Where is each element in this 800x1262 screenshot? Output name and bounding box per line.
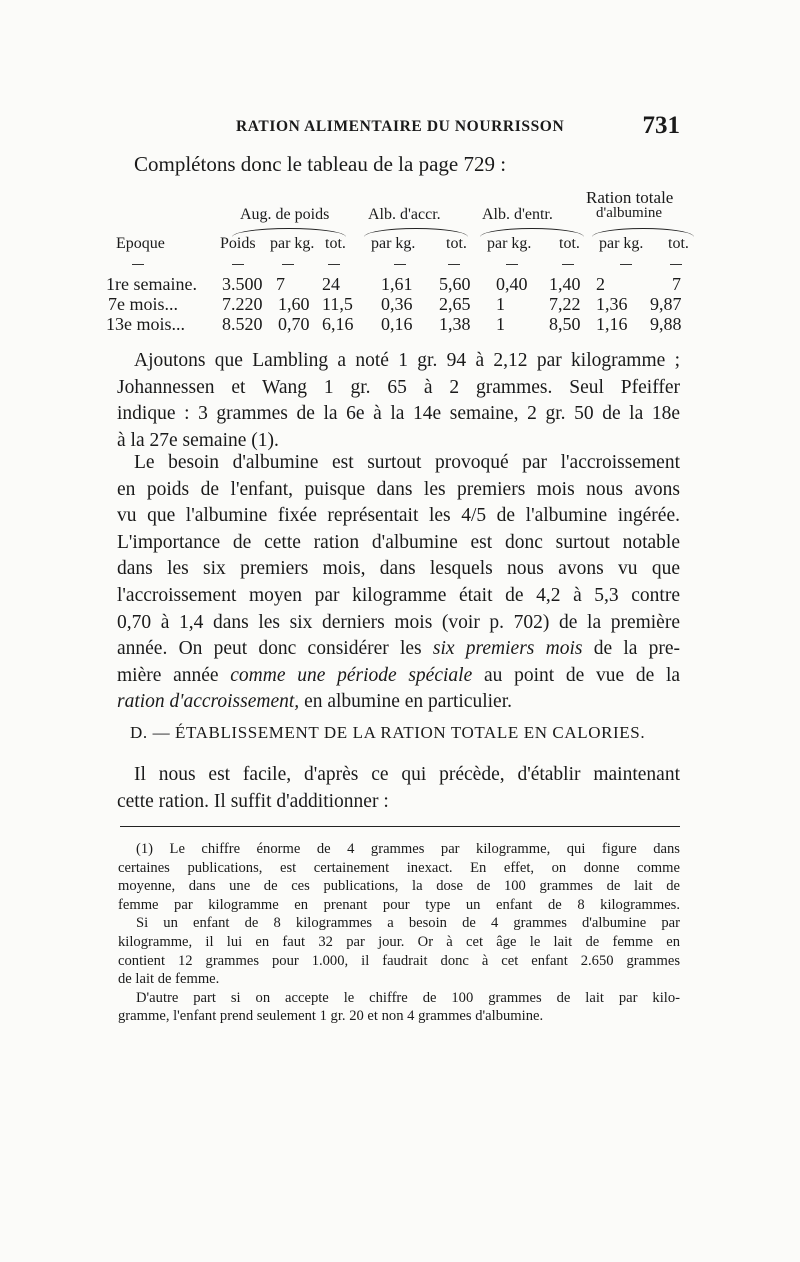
- header-dash: [620, 264, 632, 265]
- table-cell: 1: [496, 294, 505, 314]
- table-cell-epoque: 7e mois...: [108, 294, 178, 314]
- header-dash: [448, 264, 460, 265]
- col-par-kg-2: par kg.: [371, 235, 416, 252]
- header-dash: [394, 264, 406, 265]
- footnote-1: [118, 840, 680, 914]
- col-par-kg-1: par kg.: [270, 235, 315, 252]
- text-line: vu que l'albumine fixée représentait les 4/5 de l'albumine ingérée.: [117, 505, 680, 527]
- footnote-line: (1) Le chiffre énorme de 4 grammes par kilogramme, qui figure dans: [136, 841, 680, 857]
- text-line: [117, 636, 680, 663]
- col-tot-1: tot.: [325, 235, 346, 252]
- header-dash: [506, 264, 518, 265]
- albumin-table: [106, 188, 700, 338]
- table-cell: 0,70: [278, 314, 310, 334]
- table-cell: 7.220: [222, 294, 263, 314]
- table-cell: 6,16: [322, 314, 354, 334]
- header-dash: [670, 264, 682, 265]
- text-line: 0,70 à 1,4 dans les six derniers mois (voir p. 702) de la première: [117, 611, 680, 633]
- text-line: cette ration. Il suffit d'additionner :: [117, 790, 389, 812]
- header-dash: [282, 264, 294, 265]
- col-tot-4: tot.: [668, 235, 689, 252]
- paragraph-ration-totale: [117, 762, 680, 815]
- header-dash: [132, 264, 144, 265]
- table-cell: 7: [672, 274, 681, 294]
- col-epoque: Epoque: [116, 235, 165, 252]
- intro-sentence: Complétons donc le tableau de la page 729 :: [134, 152, 507, 176]
- text-line: en poids de l'enfant, puisque dans les premiers mois nous avons: [117, 478, 680, 500]
- footnote-line: kilogramme, il lui en faut 32 par jour. Or à cet âge le lait de femme en: [118, 933, 680, 950]
- text-fragment: de la pre-: [593, 638, 681, 660]
- table-cell: 8,50: [549, 314, 581, 334]
- paragraph-lambling: [117, 348, 680, 454]
- table-cell: 2,65: [439, 294, 471, 314]
- table-cell: 9,87: [650, 294, 682, 314]
- paragraph-besoin-albumine: [117, 450, 680, 716]
- col-poids: Poids: [220, 235, 256, 252]
- table-cell: 1,38: [439, 314, 471, 334]
- footnote-line: moyenne, dans une de ces publications, la dose de 100 grammes de lait de: [118, 878, 680, 895]
- table-cell: 5,60: [439, 274, 471, 294]
- table-cell: 1,60: [278, 294, 310, 314]
- text-fragment: année. On peut donc considérer les: [117, 638, 422, 660]
- header-ration-line2: d'albumine: [596, 205, 663, 221]
- footnote-line: D'autre part si on accepte le chiffre de 100 grammes de lait par kilo-: [136, 989, 680, 1006]
- header-alb-entr: Alb. d'entr.: [482, 206, 553, 223]
- footnote-line: de lait de femme.: [118, 971, 220, 988]
- header-aug-poids: Aug. de poids: [240, 206, 330, 223]
- table-cell: 0,40: [496, 274, 528, 294]
- table-cell: 1,16: [596, 314, 628, 334]
- running-head: [118, 112, 680, 142]
- footnote-line: gramme, l'enfant prend seulement 1 gr. 20 et non 4 grammes d'albumine.: [118, 1008, 544, 1025]
- footnote-2: [118, 914, 680, 988]
- text-line: dans les six premiers mois, dans lesquels nous avons vu que: [117, 558, 680, 580]
- text-line: Le besoin d'albumine est surtout provoqué par l'accroissement: [134, 452, 680, 473]
- footnote-rule: [120, 826, 680, 827]
- table-cell: 3.500: [222, 274, 263, 294]
- footnote-line: Si un enfant de 8 kilogrammes a besoin de 4 grammes d'albumine par: [136, 915, 680, 932]
- header-alb-accr: Alb. d'accr.: [368, 206, 441, 223]
- table-cell: 1,61: [381, 274, 413, 294]
- footnotes: [118, 840, 680, 1026]
- text-line: indique : 3 grammes de la 6e à la 14e semaine, 2 gr. 50 de la 18e: [117, 403, 680, 425]
- header-dash: [232, 264, 244, 265]
- section-heading: D. — ÉTABLISSEMENT DE LA RATION TOTALE EN CALORIES.: [130, 723, 646, 742]
- text-fragment: au point de vue de la: [483, 664, 681, 686]
- header-dash: [562, 264, 574, 265]
- emphasis-six-premiers-mois: six premiers mois: [432, 638, 583, 660]
- text-line: [117, 689, 680, 716]
- table-cell: 7,22: [549, 294, 581, 314]
- header-dash: [328, 264, 340, 265]
- text-line: à la 27e semaine (1).: [117, 429, 279, 451]
- col-par-kg-4: par kg.: [599, 235, 644, 252]
- table-cell-epoque: 1re semaine.: [106, 274, 197, 294]
- emphasis-periode-speciale: comme une période spéciale: [230, 664, 473, 686]
- table-cell: 1,36: [596, 294, 628, 314]
- table-cell: 0,16: [381, 314, 413, 334]
- table-cell: 2: [596, 274, 605, 294]
- footnote-line: femme par kilogramme en prenant pour type un enfant de 8 kilogrammes.: [118, 896, 680, 913]
- running-title: RATION ALIMENTAIRE DU NOURRISSON: [236, 118, 565, 135]
- text-line: l'accroissement moyen par kilogramme était de 4,2 à 5,3 contre: [117, 584, 680, 606]
- table-cell: 1: [496, 314, 505, 334]
- table-cell: 0,36: [381, 294, 413, 314]
- text-line: Il nous est facile, d'après ce qui précède, d'établir maintenant: [134, 764, 680, 785]
- footnote-3: [118, 989, 680, 1026]
- table-cell: 7: [276, 274, 285, 294]
- footnote-line: contient 12 grammes pour 1.000, il faudrait donc à cet enfant 2.650 grammes: [118, 952, 680, 969]
- col-tot-2: tot.: [446, 235, 467, 252]
- text-line: Ajoutons que Lambling a noté 1 gr. 94 à 2,12 par kilogramme ;: [134, 350, 680, 371]
- footnote-line: certaines publications, est certainement inexact. En effet, on donne comme: [118, 859, 680, 876]
- table-cell: 1,40: [549, 274, 581, 294]
- page-number: 731: [642, 112, 680, 139]
- text-line: [117, 663, 680, 690]
- table-cell-epoque: 13e mois...: [106, 314, 185, 334]
- text-line: L'importance de cette ration d'albumine est donc surtout notable: [117, 531, 680, 553]
- table-cell: 8.520: [222, 314, 263, 334]
- header-ration-line1: Ration totale: [586, 188, 674, 207]
- table-cell: 24: [322, 274, 340, 294]
- col-par-kg-3: par kg.: [487, 235, 532, 252]
- table-cell: 11,5: [322, 294, 353, 314]
- col-tot-3: tot.: [559, 235, 580, 252]
- text-fragment: mière année: [117, 664, 219, 686]
- text-line: Johannessen et Wang 1 gr. 65 à 2 grammes. Seul Pfeiffer: [117, 376, 680, 398]
- text-fragment: en albumine en particulier.: [304, 691, 512, 713]
- emphasis-ration-accroissement: ration d'accroissement,: [117, 691, 300, 713]
- table-cell: 9,88: [650, 314, 682, 334]
